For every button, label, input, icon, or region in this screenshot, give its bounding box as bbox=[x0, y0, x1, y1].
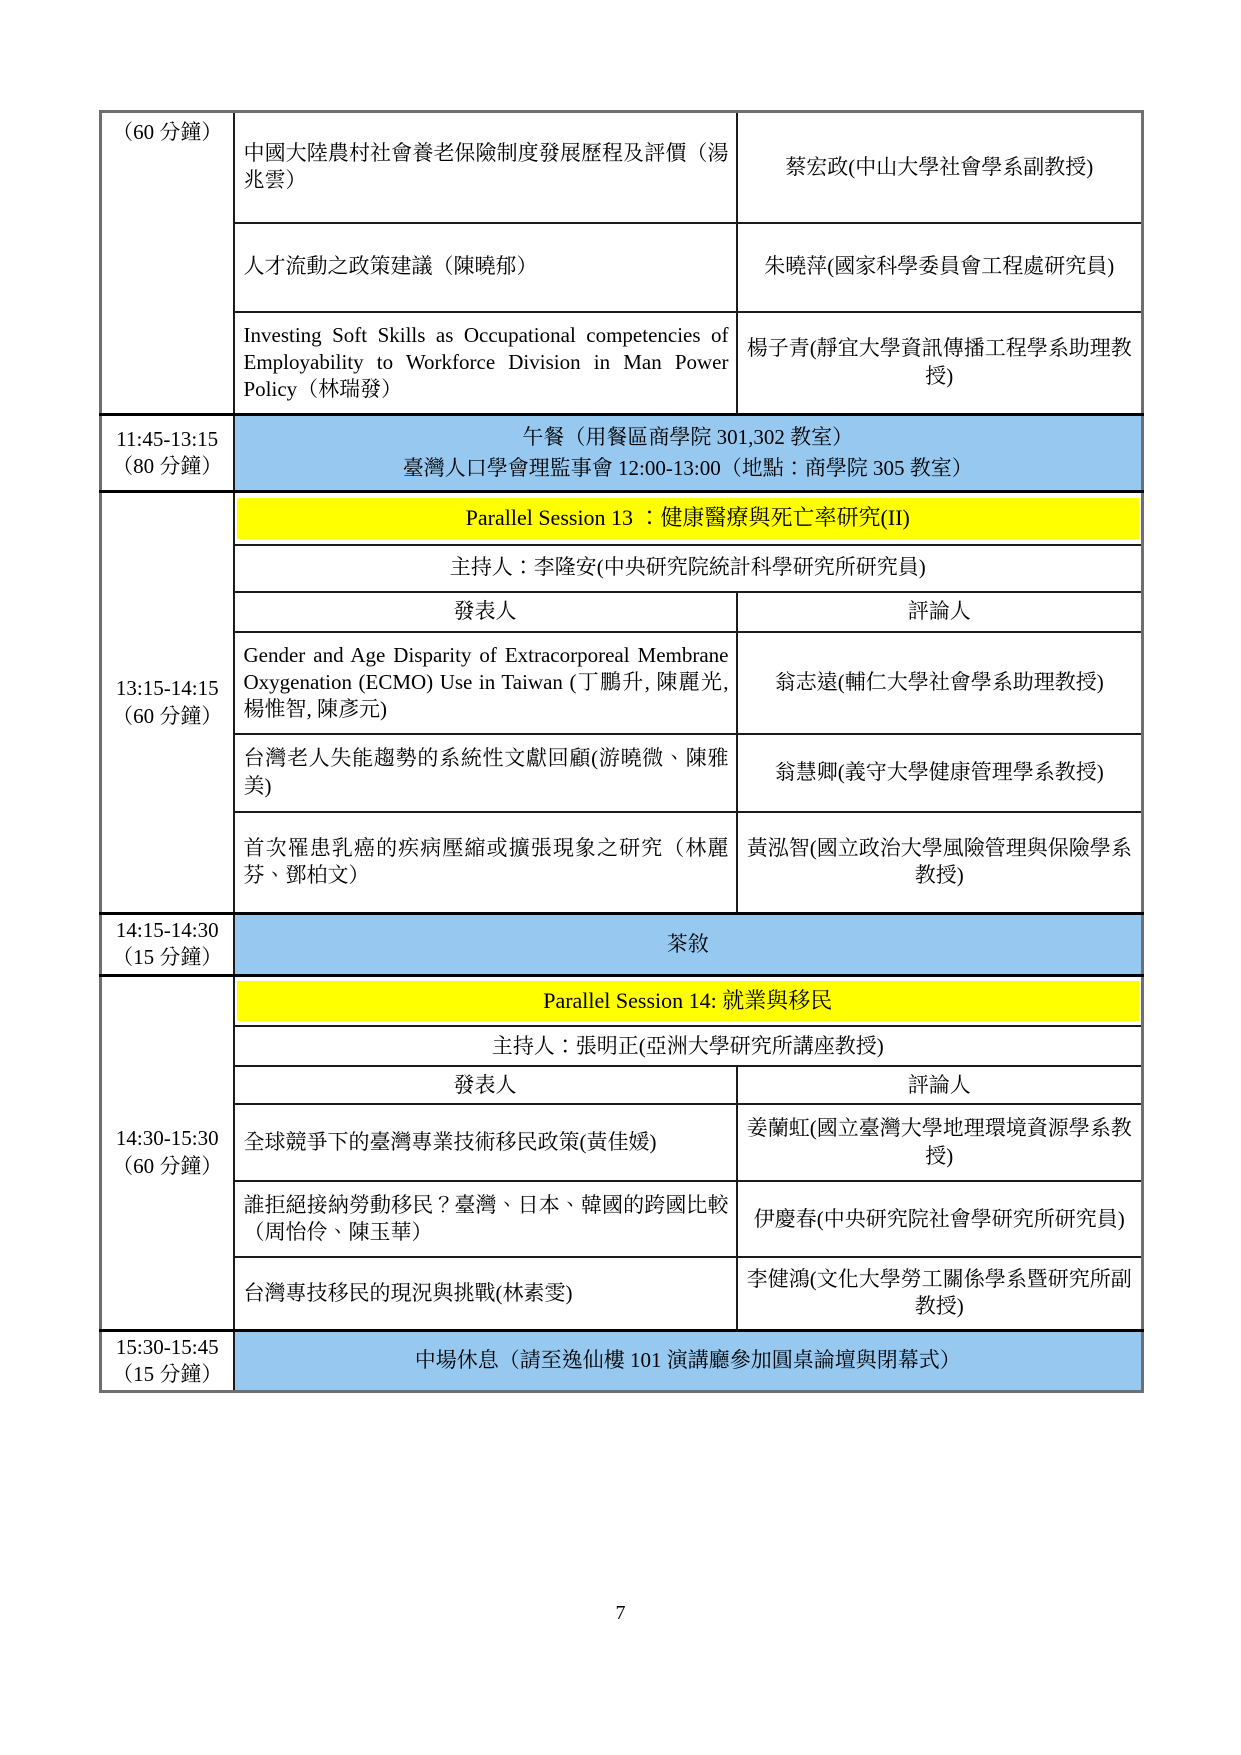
lunch-break-cell bbox=[234, 415, 1143, 492]
closing-break-cell: 中場休息（請至逸仙樓 101 演講廳參加圓桌論壇與閉幕式） bbox=[234, 1330, 1143, 1392]
duration: （15 分鐘） bbox=[112, 1361, 223, 1386]
time-cell bbox=[101, 492, 234, 914]
session14-title: Parallel Session 14: 就業與移民 bbox=[237, 981, 1140, 1022]
paper-title-cell: 台灣專技移民的現況與挑戰(林素雯) bbox=[234, 1257, 737, 1330]
tea-break-cell: 茶敘 bbox=[234, 914, 1143, 976]
table-row bbox=[101, 1181, 1143, 1257]
lunch-line-2: 臺灣人口學會理監事會 12:00-13:00（地點：商學院 305 教室） bbox=[402, 456, 973, 480]
time-range: 14:30-15:30 bbox=[115, 1126, 219, 1151]
lunch-line-1: 午餐（用餐區商學院 301,302 教室） bbox=[522, 425, 854, 449]
paper-title-cell: 人才流動之政策建議（陳曉郁） bbox=[234, 223, 737, 312]
duration: （60 分鐘） bbox=[112, 703, 223, 728]
time-cell bbox=[101, 975, 234, 1330]
time-cell bbox=[101, 914, 234, 976]
table-row bbox=[101, 734, 1143, 812]
session13-header-row bbox=[101, 492, 1143, 545]
lunch-break-row bbox=[101, 415, 1143, 492]
time-cell bbox=[101, 1330, 234, 1392]
duration: （60 分鐘） bbox=[112, 120, 223, 144]
time-cell bbox=[101, 112, 234, 415]
paper-title-cell: 首次罹患乳癌的疾病壓縮或擴張現象之研究（林麗芬、鄧柏文） bbox=[234, 812, 737, 914]
time-range: 15:30-15:45 bbox=[115, 1334, 219, 1359]
duration: （80 分鐘） bbox=[112, 454, 223, 478]
session14-chair-row bbox=[101, 1026, 1143, 1066]
paper-title-cell: 台灣老人失能趨勢的系統性文獻回顧(游曉微、陳雅美) bbox=[234, 734, 737, 812]
presenter-header-cell: 發表人 bbox=[234, 1066, 737, 1104]
tea-break-row bbox=[101, 914, 1143, 976]
session13-subheader-row bbox=[101, 592, 1143, 632]
session14-header-row bbox=[101, 975, 1143, 1026]
commenter-cell: 李健鴻(文化大學勞工關係學系暨研究所副教授) bbox=[737, 1257, 1143, 1330]
paper-title-cell: Investing Soft Skills as Occupational competencies of Employability to Workforce Division in Man Power Policy（林瑞發） bbox=[234, 312, 737, 415]
schedule-table bbox=[99, 110, 1144, 1393]
time-range: 13:15-14:15 bbox=[115, 676, 219, 701]
paper-title-cell: 誰拒絕接納勞動移民？臺灣、日本、韓國的跨國比較（周怡伶、陳玉華） bbox=[234, 1181, 737, 1257]
session-header-cell bbox=[234, 975, 1143, 1026]
closing-break-row bbox=[101, 1330, 1143, 1392]
commenter-cell: 翁慧卿(義守大學健康管理學系教授) bbox=[737, 734, 1143, 812]
time-range: 11:45-13:15 bbox=[116, 426, 219, 451]
commenter-cell: 伊慶春(中央研究院社會學研究所研究員) bbox=[737, 1181, 1143, 1257]
chair-cell: 主持人：張明正(亞洲大學研究所講座教授) bbox=[234, 1026, 1143, 1066]
time-cell bbox=[101, 415, 234, 492]
commenter-cell: 楊子青(靜宜大學資訊傳播工程學系助理教授) bbox=[737, 312, 1143, 415]
paper-title-cell: Gender and Age Disparity of Extracorporeal Membrane Oxygenation (ECMO) Use in Taiwan (丁鵬升, 陳麗光, 楊惟智, 陳彥元) bbox=[234, 632, 737, 734]
table-row bbox=[101, 112, 1143, 223]
commenter-cell: 黃泓智(國立政治大學風險管理與保險學系教授) bbox=[737, 812, 1143, 914]
page-number: 7 bbox=[615, 1602, 626, 1624]
commenter-cell: 蔡宏政(中山大學社會學系副教授) bbox=[737, 112, 1143, 223]
commenter-header-cell: 評論人 bbox=[737, 592, 1143, 632]
duration: （15 分鐘） bbox=[112, 945, 223, 970]
table-row bbox=[101, 223, 1143, 312]
paper-title-cell: 全球競爭下的臺灣專業技術移民政策(黃佳媛) bbox=[234, 1104, 737, 1181]
table-row bbox=[101, 812, 1143, 914]
table-row bbox=[101, 1104, 1143, 1181]
time-range: 14:15-14:30 bbox=[115, 918, 219, 942]
table-row bbox=[101, 1257, 1143, 1330]
session-header-cell bbox=[234, 492, 1143, 545]
session13-title: Parallel Session 13 ：健康醫療與死亡率研究(II) bbox=[237, 498, 1140, 539]
chair-cell: 主持人：李隆安(中央研究院統計科學研究所研究員) bbox=[234, 545, 1143, 592]
commenter-header-cell: 評論人 bbox=[737, 1066, 1143, 1104]
commenter-cell: 姜蘭虹(國立臺灣大學地理環境資源學系教授) bbox=[737, 1104, 1143, 1181]
table-row bbox=[101, 632, 1143, 734]
commenter-cell: 朱曉萍(國家科學委員會工程處研究員) bbox=[737, 223, 1143, 312]
session13-chair-row bbox=[101, 545, 1143, 592]
table-row bbox=[101, 312, 1143, 415]
session14-subheader-row bbox=[101, 1066, 1143, 1104]
duration: （60 分鐘） bbox=[112, 1153, 223, 1178]
commenter-cell: 翁志遠(輔仁大學社會學系助理教授) bbox=[737, 632, 1143, 734]
presenter-header-cell: 發表人 bbox=[234, 592, 737, 632]
paper-title-cell: 中國大陸農村社會養老保險制度發展歷程及評價（湯兆雲） bbox=[234, 112, 737, 223]
